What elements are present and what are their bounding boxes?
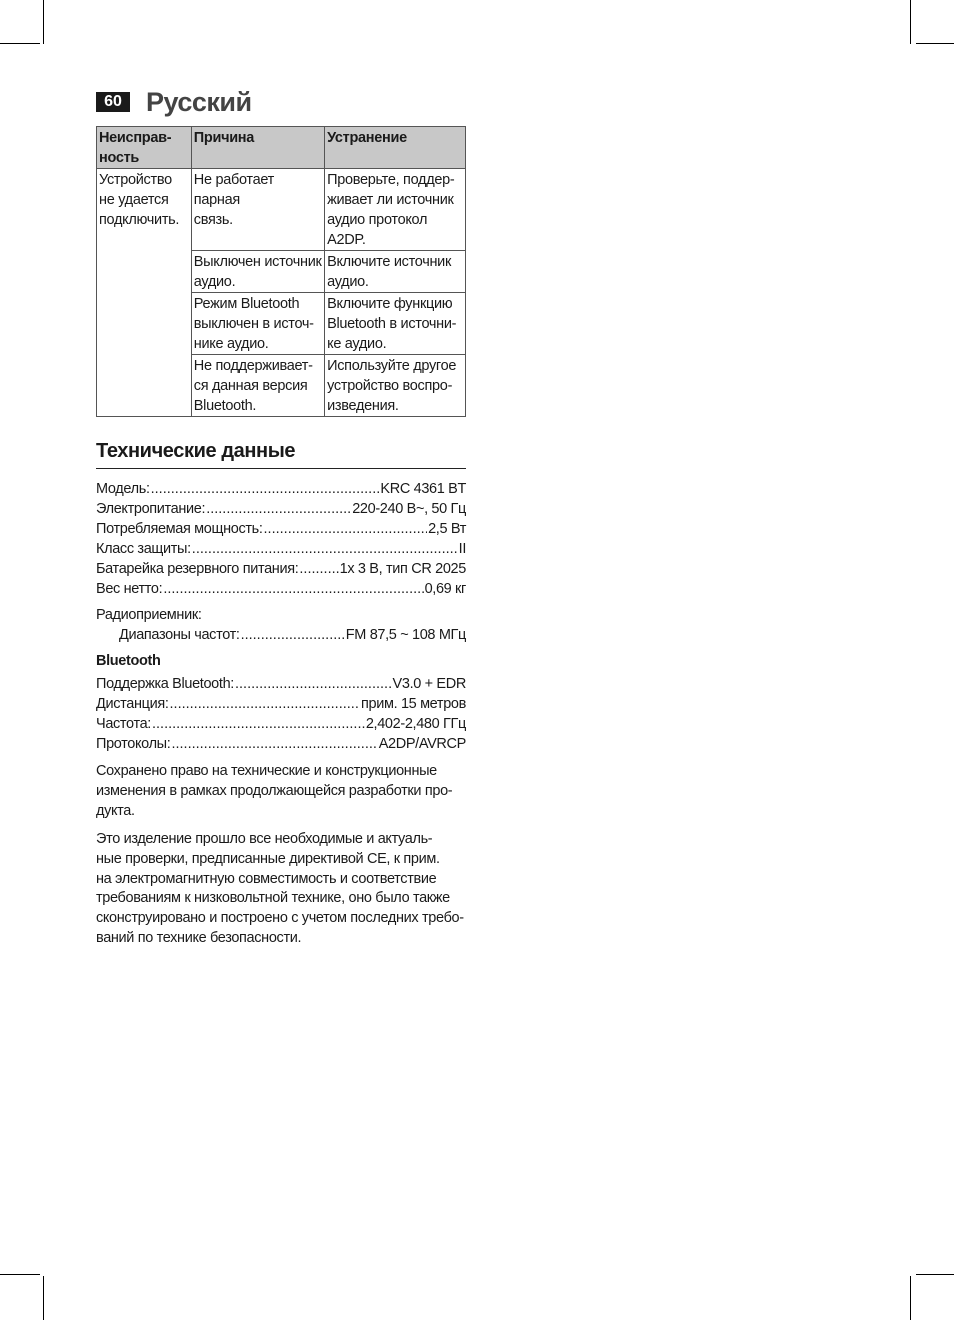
spec-distance: Дистанция: ..... прим. 15 метров [96, 694, 466, 714]
bluetooth-spec-list [96, 674, 466, 754]
crop-mark [43, 1276, 44, 1320]
crop-mark [0, 1274, 40, 1275]
remedy-cell: Проверьте, поддер- живает ли источник аудио протокол A2DP. [325, 169, 466, 251]
header-fault: Неисправ- ность [97, 127, 192, 169]
remedy-cell: Используйте другое устройство воспро- изведения. [325, 355, 466, 417]
spec-power-supply: Электропитание: ..... 220-240 В~, 50 Гц [96, 499, 466, 519]
cause-cell: Не поддерживает- ся данная версия Bluetooth. [191, 355, 324, 417]
header-remedy: Устранение [325, 127, 466, 169]
general-specs [96, 479, 466, 599]
spec-protocols: Протоколы: ..... A2DP/AVRCP [96, 734, 466, 754]
spec-net-weight: Вес нетто: ..... 0,69 кг [96, 579, 466, 599]
spec-frequency-ranges: Диапазоны частот: ..... FM 87,5 ~ 108 МГц [96, 625, 466, 645]
crop-mark [916, 1274, 954, 1275]
radio-specs [96, 605, 466, 645]
spec-backup-battery: Батарейка резервного питания: ..... 1x 3 В, тип CR 2025 [96, 559, 466, 579]
rights-note: Сохранено право на технические и конструкционные изменения в рамках продолжающейся разработки про- дукта. [96, 763, 453, 819]
radio-label: Радиоприемник: [96, 607, 202, 623]
cause-cell: Выключен источник аудио. [191, 251, 324, 293]
remedy-cell: Включите функцию Bluetooth в источни- ке аудио. [325, 293, 466, 355]
crop-mark [43, 0, 44, 44]
crop-mark [0, 43, 40, 44]
conformity-note: Это изделение прошло все необходимые и актуаль- ные проверки, предписанные директивой CE, к прим. на электромагнитную совместимость и соответствие требованиям к низковольтной технике, оно было также сконструировано и построено с учетом последних требо- ваний по технике безопасности. [96, 831, 464, 946]
spec-protection-class: Класс защиты: ..... II [96, 539, 466, 559]
troubleshooting-table [96, 126, 466, 417]
header-cause: Причина [191, 127, 324, 169]
remedy-cell: Включите источник аудио. [325, 251, 466, 293]
table-header-row [97, 127, 466, 169]
fault-cell: Устройство не удается подключить. [97, 169, 192, 417]
section-title: Технические данные [96, 440, 466, 469]
crop-mark [910, 0, 911, 44]
bluetooth-label: Bluetooth [96, 653, 161, 669]
cause-cell: Не работает парная связь. [191, 169, 324, 251]
spec-frequency: Частота: ..... 2,402-2,480 ГГц [96, 714, 466, 734]
spec-bluetooth-support: Поддержка Bluetooth: ..... V3.0 + EDR [96, 674, 466, 694]
bluetooth-specs [96, 651, 466, 671]
spec-power-consumption: Потребляемая мощность: ..... 2,5 Вт [96, 519, 466, 539]
cause-cell: Режим Bluetooth выключен в источ- нике аудио. [191, 293, 324, 355]
page-number: 60 [96, 92, 130, 112]
table-row [97, 169, 466, 251]
crop-mark [910, 1276, 911, 1320]
crop-mark [916, 43, 954, 44]
spec-model: Модель: ..... KRC 4361 BT [96, 479, 466, 499]
page-header [96, 86, 252, 118]
language-title: Русский [146, 86, 252, 117]
